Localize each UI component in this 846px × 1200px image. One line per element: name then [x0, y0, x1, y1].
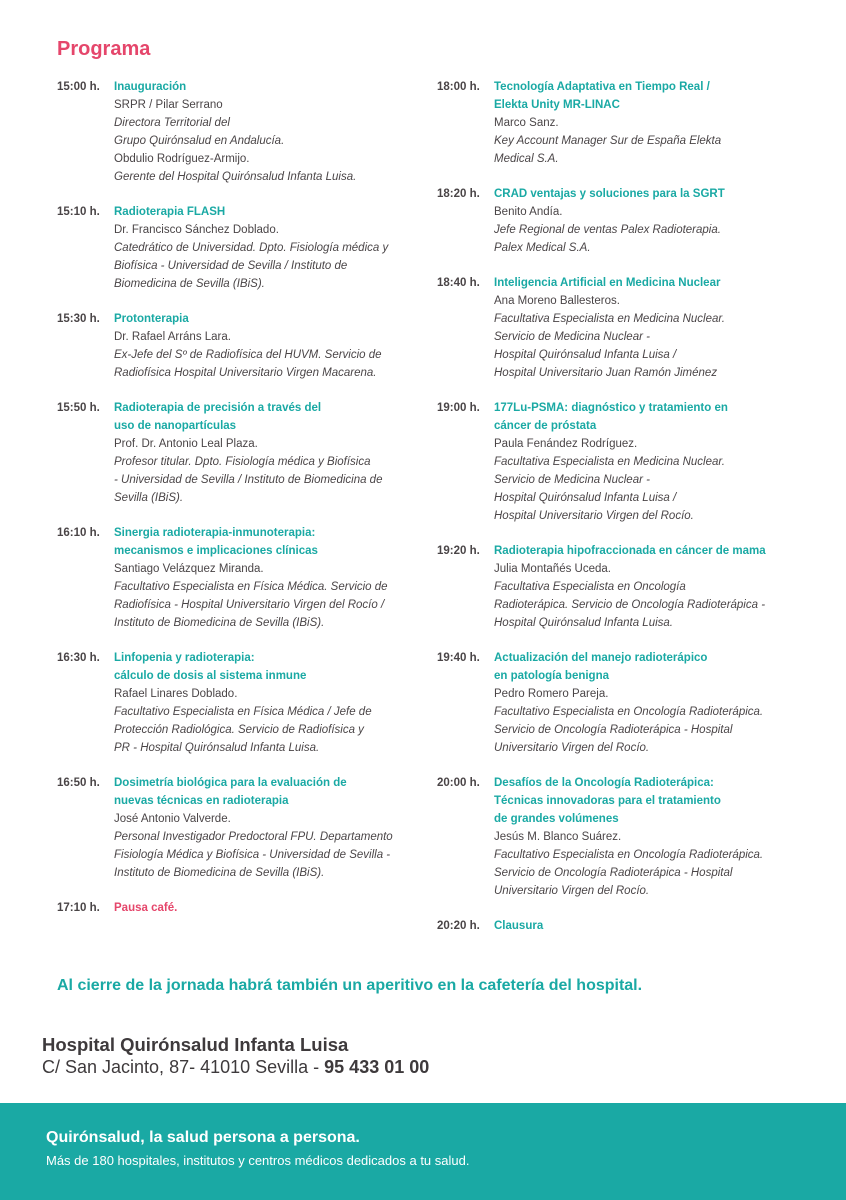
- item-role: Facultativa Especialista en Medicina Nuclear.: [494, 313, 725, 325]
- item-speaker: José Antonio Valverde.: [114, 813, 231, 825]
- item-speaker: Rafael Linares Doblado.: [114, 688, 238, 700]
- item-topic: Dosimetría biológica para la evaluación de: [114, 777, 347, 789]
- item-speaker: Dr. Rafael Arráns Lara.: [114, 331, 231, 343]
- item-topic: Clausura: [494, 920, 544, 932]
- item-role: Facultativo Especialista en Física Médica. Servicio de: [114, 581, 388, 593]
- program-item: [57, 899, 417, 917]
- program-item: [57, 203, 417, 293]
- program-item: [437, 399, 832, 525]
- item-topic: nuevas técnicas en radioterapia: [114, 795, 289, 807]
- item-content: [114, 524, 417, 632]
- item-role: Facultativo Especialista en Física Médica / Jefe de: [114, 706, 372, 718]
- address-text: C/ San Jacinto, 87- 41010 Sevilla -: [42, 1057, 325, 1077]
- item-topic: Sinergia radioterapia-inmunoterapia:: [114, 527, 316, 539]
- item-topic: Técnicas innovadoras para el tratamiento: [494, 795, 721, 807]
- item-topic: cáncer de próstata: [494, 420, 597, 432]
- closing-note: Al cierre de la jornada habrá también un aperitivo en la cafetería del hospital.: [57, 977, 643, 994]
- item-role: Sevilla (IBiS).: [114, 492, 184, 504]
- item-speaker: Dr. Francisco Sánchez Doblado.: [114, 224, 279, 236]
- item-role: Radiofísica Hospital Universitario Virgen Macarena.: [114, 367, 377, 379]
- item-content: [114, 310, 417, 382]
- item-role: Grupo Quirónsalud en Andalucía.: [114, 135, 285, 147]
- item-time: 18:40 h.: [437, 277, 480, 289]
- program-item: [57, 399, 417, 507]
- hospital-name: Hospital Quirónsalud Infanta Luisa: [42, 1034, 349, 1055]
- item-role: Radioterápica. Servicio de Oncología Radioterápica -: [494, 599, 766, 611]
- item-role: Jefe Regional de ventas Palex Radioterapia.: [494, 224, 721, 236]
- item-role: Servicio de Oncología Radioterápica - Hospital: [494, 867, 733, 879]
- item-time: 16:10 h.: [57, 527, 100, 539]
- item-topic: Actualización del manejo radioterápico: [494, 652, 708, 664]
- item-role: Servicio de Medicina Nuclear -: [494, 331, 650, 343]
- program-item: [437, 774, 832, 900]
- item-topic: 177Lu-PSMA: diagnóstico y tratamiento en: [494, 402, 728, 414]
- item-role: - Universidad de Sevilla / Instituto de Biomedicina de: [114, 474, 383, 486]
- item-speaker: Jesús M. Blanco Suárez.: [494, 831, 622, 843]
- item-topic: Pausa café.: [114, 902, 178, 914]
- item-role: Directora Territorial del: [114, 117, 230, 129]
- item-time: 16:50 h.: [57, 777, 100, 789]
- item-time: 20:00 h.: [437, 777, 480, 789]
- item-time: 20:20 h.: [437, 920, 480, 932]
- item-content: [494, 274, 832, 382]
- item-speaker: Pedro Romero Pareja.: [494, 688, 609, 700]
- footer-banner: [0, 1103, 846, 1200]
- item-role: Palex Medical S.A.: [494, 242, 591, 254]
- item-topic: mecanismos e implicaciones clínicas: [114, 545, 318, 557]
- item-speaker: Ana Moreno Ballesteros.: [494, 295, 620, 307]
- item-role: Biofísica - Universidad de Sevilla / Instituto de: [114, 260, 348, 272]
- item-time: 15:30 h.: [57, 313, 100, 325]
- item-speaker: Obdulio Rodríguez-Armijo.: [114, 153, 250, 165]
- item-role: Key Account Manager Sur de España Elekta: [494, 135, 722, 147]
- item-role: Facultativo Especialista en Oncología Radioterápica.: [494, 849, 764, 861]
- program-item: [437, 274, 832, 382]
- item-content: [114, 399, 417, 507]
- item-speaker: Julia Montañés Uceda.: [494, 563, 611, 575]
- item-topic: CRAD ventajas y soluciones para la SGRT: [494, 188, 725, 200]
- item-role: Facultativa Especialista en Medicina Nuclear.: [494, 456, 725, 468]
- item-topic: Inteligencia Artificial en Medicina Nuclear: [494, 277, 721, 289]
- item-role: Servicio de Medicina Nuclear -: [494, 474, 650, 486]
- item-topic: Radioterapia hipofraccionada en cáncer de mama: [494, 545, 766, 557]
- item-content: [494, 399, 832, 525]
- item-content: [494, 542, 832, 632]
- item-content: [114, 78, 417, 186]
- program-title: Programa: [57, 38, 151, 60]
- program-item: [57, 78, 417, 186]
- item-role: Fisiología Médica y Biofísica - Universidad de Sevilla -: [114, 849, 391, 861]
- item-content: [494, 185, 832, 257]
- item-topic: de grandes volúmenes: [494, 813, 619, 825]
- hospital-phone: 95 433 01 00: [324, 1057, 430, 1077]
- item-role: Biomedicina de Sevilla (IBiS).: [114, 278, 265, 290]
- item-time: 18:20 h.: [437, 188, 480, 200]
- program-item: [57, 310, 417, 382]
- hospital-address: [42, 1057, 429, 1078]
- item-role: Profesor titular. Dpto. Fisiología médica y Biofísica: [114, 456, 371, 468]
- item-content: [114, 649, 417, 757]
- item-role: Hospital Universitario Juan Ramón Jiménez: [494, 367, 718, 379]
- item-speaker: Santiago Velázquez Miranda.: [114, 563, 264, 575]
- item-time: 18:00 h.: [437, 81, 480, 93]
- item-content: [114, 899, 417, 917]
- item-role: Facultativo Especialista en Oncología Radioterápica.: [494, 706, 764, 718]
- item-role: Instituto de Biomedicina de Sevilla (IBiS).: [114, 867, 325, 879]
- item-time: 15:10 h.: [57, 206, 100, 218]
- item-role: Universitario Virgen del Rocío.: [494, 742, 650, 754]
- program-item: [57, 524, 417, 632]
- item-topic: Desafíos de la Oncología Radioterápica:: [494, 777, 714, 789]
- program-item: [437, 917, 832, 935]
- footer-subtext: Más de 180 hospitales, institutos y centros médicos dedicados a tu salud.: [46, 1153, 470, 1168]
- program-item: [57, 774, 417, 882]
- item-speaker: Marco Sanz.: [494, 117, 559, 129]
- item-role: Radiofísica - Hospital Universitario Virgen del Rocío /: [114, 599, 385, 611]
- item-role: Gerente del Hospital Quirónsalud Infanta Luisa.: [114, 171, 357, 183]
- program-item: [437, 185, 832, 257]
- program-item: [437, 649, 832, 757]
- program-item: [437, 78, 832, 168]
- item-role: Protección Radiológica. Servicio de Radiofísica y: [114, 724, 364, 736]
- item-role: PR - Hospital Quirónsalud Infanta Luisa.: [114, 742, 320, 754]
- item-content: [114, 774, 417, 882]
- item-topic: Radioterapia FLASH: [114, 206, 226, 218]
- item-role: Hospital Quirónsalud Infanta Luisa /: [494, 492, 677, 504]
- item-content: [494, 649, 832, 757]
- item-time: 19:40 h.: [437, 652, 480, 664]
- item-time: 19:20 h.: [437, 545, 480, 557]
- program-item: [57, 649, 417, 757]
- item-content: [494, 774, 832, 900]
- item-role: Servicio de Oncología Radioterápica - Hospital: [494, 724, 733, 736]
- item-speaker: Paula Fenández Rodríguez.: [494, 438, 638, 450]
- item-role: Personal Investigador Predoctoral FPU. Departamento: [114, 831, 393, 843]
- item-role: Hospital Universitario Virgen del Rocío.: [494, 510, 694, 522]
- item-speaker: Benito Andía.: [494, 206, 563, 218]
- item-time: 19:00 h.: [437, 402, 480, 414]
- footer-slogan: Quirónsalud, la salud persona a persona.: [46, 1129, 360, 1146]
- item-content: [494, 917, 832, 935]
- program-item: [437, 542, 832, 632]
- item-topic: Protonterapia: [114, 313, 189, 325]
- item-role: Medical S.A.: [494, 153, 559, 165]
- item-topic: Radioterapia de precisión a través del: [114, 402, 322, 414]
- item-role: Hospital Quirónsalud Infanta Luisa /: [494, 349, 677, 361]
- item-role: Ex-Jefe del Sº de Radiofísica del HUVM. Servicio de: [114, 349, 382, 361]
- item-role: Facultativa Especialista en Oncología: [494, 581, 686, 593]
- program-column-right: [437, 78, 832, 952]
- item-role: Instituto de Biomedicina de Sevilla (IBiS).: [114, 617, 325, 629]
- item-topic: en patología benigna: [494, 670, 610, 682]
- item-content: [494, 78, 832, 168]
- item-topic: uso de nanopartículas: [114, 420, 237, 432]
- item-topic: Inauguración: [114, 81, 187, 93]
- item-time: 16:30 h.: [57, 652, 100, 664]
- program-column-left: [57, 78, 417, 934]
- item-role: Hospital Quirónsalud Infanta Luisa.: [494, 617, 673, 629]
- item-speaker: Prof. Dr. Antonio Leal Plaza.: [114, 438, 258, 450]
- item-topic: cálculo de dosis al sistema inmune: [114, 670, 307, 682]
- item-topic: Elekta Unity MR-LINAC: [494, 99, 620, 111]
- item-role: Universitario Virgen del Rocío.: [494, 885, 650, 897]
- item-topic: Tecnología Adaptativa en Tiempo Real /: [494, 81, 710, 93]
- item-role: Catedrático de Universidad. Dpto. Fisiología médica y: [114, 242, 389, 254]
- item-topic: Linfopenia y radioterapia:: [114, 652, 255, 664]
- item-speaker: SRPR / Pilar Serrano: [114, 99, 223, 111]
- item-time: 17:10 h.: [57, 902, 100, 914]
- item-content: [114, 203, 417, 293]
- item-time: 15:00 h.: [57, 81, 100, 93]
- item-time: 15:50 h.: [57, 402, 100, 414]
